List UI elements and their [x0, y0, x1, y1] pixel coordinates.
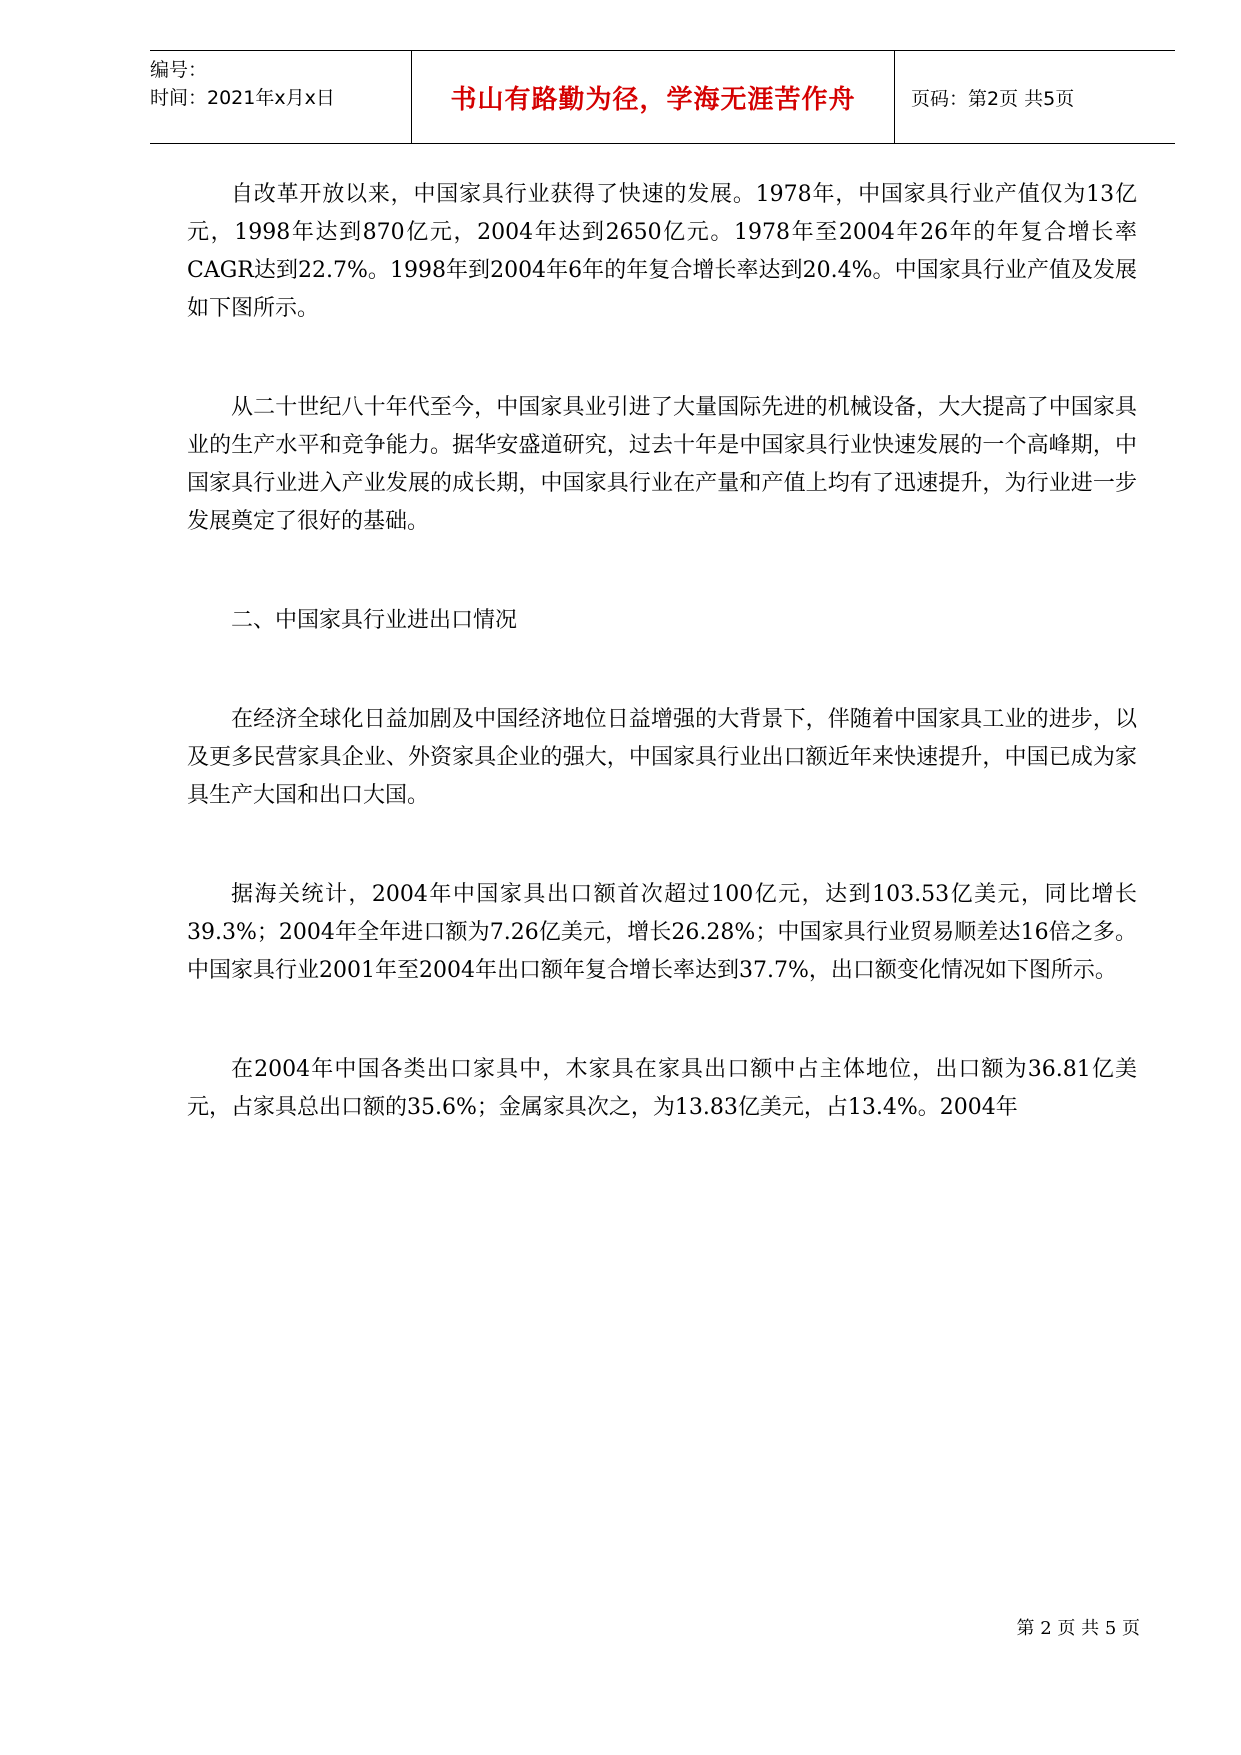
page-header — [150, 50, 1175, 144]
section-heading: 二、中国家具行业进出口情况 — [231, 608, 518, 633]
paragraph-export-categories: 在2004年中国各类出口家具中，木家具在家具出口额中占主体地位，出口额为36.81亿美元，占家具总出口额的35.6%；金属家具次之，为13.83亿美元，占13.4%。2004年 — [187, 1057, 1137, 1120]
paragraph-customs-stats: 据海关统计，2004年中国家具出口额首次超过100亿元，达到103.53亿美元，同比增长39.3%；2004年全年进口额为7.26亿美元，增长26.28%；中国家具行业贸易顺差达16倍之多。中国家具行业2001年至2004年出口额年复合增长率达到37.7%，出口额变化情况如下图所示。 — [187, 882, 1137, 983]
paragraph-output-growth: 自改革开放以来，中国家具行业获得了快速的发展。1978年，中国家具行业产值仅为13亿元，1998年达到870亿元，2004年达到2650亿元。1978年至2004年26年的年复合增长率CAGR达到22.7%。1998年到2004年6年的年复合增长率达到20.4%。中国家具行业产值及发展如下图所示。 — [187, 182, 1137, 321]
page-footer: 第 2 页 共 5 页 — [1016, 1618, 1140, 1639]
document-number-label: 编号： — [150, 59, 208, 81]
document-time-label: 时间：2021年x月x日 — [150, 87, 335, 109]
header-motto: 书山有路勤为径，学海无涯苦作舟 — [411, 51, 895, 143]
document-body — [187, 176, 1137, 1188]
header-page-label: 页码：第2页 共5页 — [911, 87, 1075, 110]
paragraph-equipment: 从二十世纪八十年代至今，中国家具业引进了大量国际先进的机械设备，大大提高了中国家具业的生产水平和竞争能力。据华安盛道研究，过去十年是中国家具行业快速发展的一个高峰期，中国家具行业进入产业发展的成长期，中国家具行业在产量和产值上均有了迅速提升，为行业进一步发展奠定了很好的基础。 — [187, 395, 1137, 534]
header-meta — [150, 51, 411, 143]
paragraph-globalization: 在经济全球化日益加剧及中国经济地位日益增强的大背景下，伴随着中国家具工业的进步，以及更多民营家具企业、外资家具企业的强大，中国家具行业出口额近年来快速提升，中国已成为家具生产大国和出口大国。 — [187, 707, 1137, 808]
